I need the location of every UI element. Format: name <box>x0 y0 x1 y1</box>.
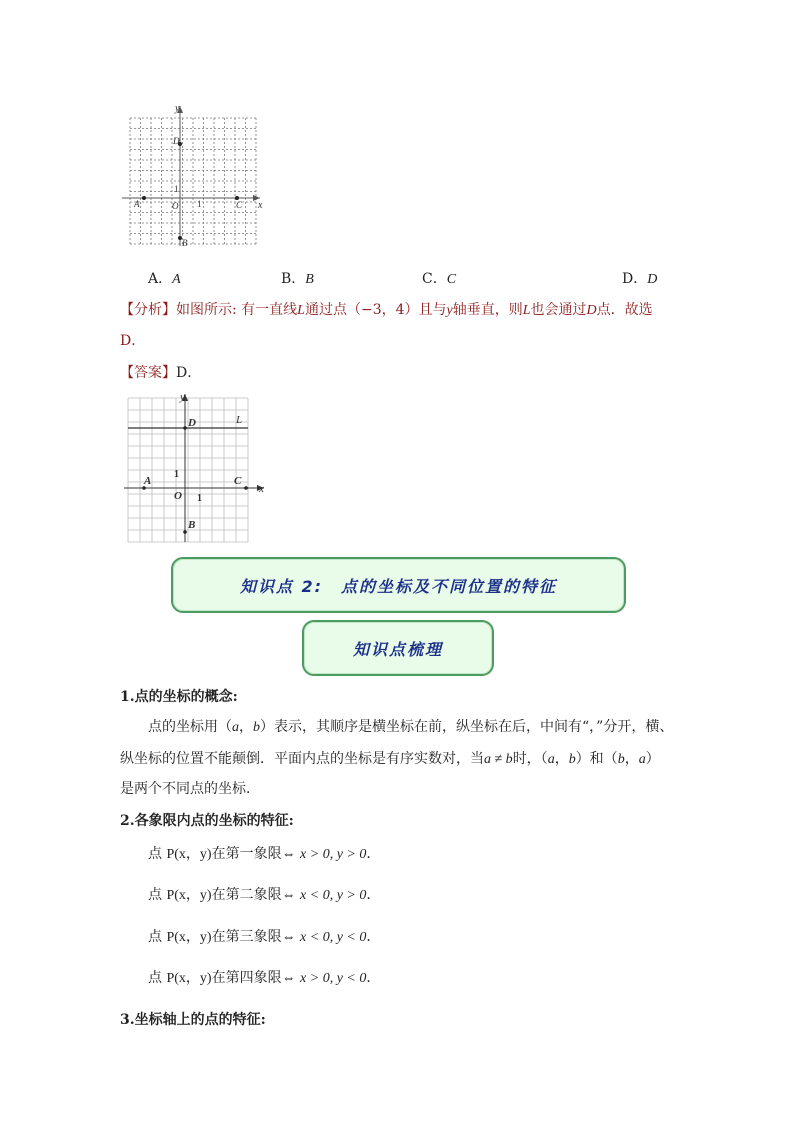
q4-mid: 在第四象限 <box>211 970 282 986</box>
figure-1-point-d-label: D <box>173 136 180 146</box>
s1-text-c: ）表示，其顺序是横坐标在前，纵坐标在后，中间有“，”分开，横、 <box>260 719 674 735</box>
q4-iff: ⇔ <box>281 971 296 986</box>
choice-b-value: B <box>305 272 314 287</box>
figure-2-point-c-label: C <box>234 475 242 487</box>
q1-pre: 点 <box>148 846 167 862</box>
section-1-para-line-1 <box>148 718 673 737</box>
analysis-text-line2: D． <box>120 333 146 349</box>
section-1-heading: 1.点的坐标的概念: <box>120 689 238 705</box>
q2-cond: x < 0, y > 0 <box>300 888 367 903</box>
figure-2-y-label: y <box>180 391 185 403</box>
analysis-var-d: D <box>586 303 597 318</box>
answer-text: D． <box>176 365 202 381</box>
analysis-line-2 <box>120 332 145 350</box>
figure-2-one-x: 1 <box>197 493 202 504</box>
s1-text-h: ， <box>624 751 639 767</box>
figure-2-line-l-label: L <box>236 414 243 426</box>
analysis-var-l2: L <box>522 303 531 318</box>
figure-2-origin-label: O <box>174 490 182 502</box>
q1-end: ． <box>366 846 381 862</box>
s1-var-b: b <box>253 720 260 735</box>
q1-mid: 在第一象限 <box>211 846 282 862</box>
figure-2-point-b-label: B <box>188 519 196 531</box>
answer-tag: 【答案】 <box>120 365 176 381</box>
figure-1-one-x: 1 <box>197 199 202 209</box>
figure-1-origin-label: O <box>172 201 179 211</box>
q2-pre: 点 <box>148 887 167 903</box>
knowledge-point-banner <box>171 557 626 613</box>
choice-c-key: C． <box>422 271 447 287</box>
s1-text-a: 点的坐标用（ <box>148 719 232 735</box>
figure-1-one-y: 1 <box>174 184 179 194</box>
section-1-para-line-3: 是两个不同点的坐标． <box>120 781 260 797</box>
figure-2-coordinate-grid <box>120 388 270 544</box>
figure-1-point-c-label: C <box>236 200 243 210</box>
choice-d-key: D． <box>622 271 648 287</box>
q1-point: P(x，y) <box>166 847 212 862</box>
s1-var-b3: b <box>617 752 625 767</box>
q3-point: P(x，y) <box>166 930 212 945</box>
analysis-var-y: y <box>446 303 453 318</box>
quadrant-row-2 <box>148 886 380 905</box>
q3-iff: ⇔ <box>281 930 296 945</box>
s1-var-a3: a <box>638 752 646 767</box>
q3-pre: 点 <box>148 929 167 945</box>
q4-point: P(x，y) <box>166 971 212 986</box>
quadrant-row-3 <box>148 928 380 947</box>
figure-2-point-b <box>183 530 187 534</box>
section-3-heading: 3.坐标轴上的点的特征: <box>120 1012 266 1028</box>
q3-mid: 在第三象限 <box>211 929 282 945</box>
q4-cond: x > 0, y < 0 <box>300 971 367 986</box>
analysis-text-d: 也会通过 <box>530 302 587 318</box>
s1-text-g: ）和（ <box>575 751 618 767</box>
figure-1-point-b-label: B <box>182 238 188 248</box>
choice-a-key: A． <box>148 271 173 287</box>
s1-text-b: ， <box>239 719 253 735</box>
analysis-var-l: L <box>297 303 305 318</box>
q3-cond: x < 0, y < 0 <box>300 930 367 945</box>
choice-b[interactable] <box>281 270 314 289</box>
choice-a[interactable] <box>148 270 181 289</box>
s1-text-e: 时，（ <box>512 751 548 767</box>
figure-2-point-d-label: D <box>188 417 196 429</box>
q2-point: P(x，y) <box>166 888 212 903</box>
q2-iff: ⇔ <box>281 888 296 903</box>
quadrant-row-4 <box>148 969 380 988</box>
q1-iff: ⇔ <box>281 847 296 862</box>
figure-1-point-a <box>142 196 146 200</box>
choice-b-key: B． <box>281 271 306 287</box>
q1-cond: x > 0, y > 0 <box>300 847 367 862</box>
choice-a-value: A <box>172 272 181 287</box>
section-1-para-line-2 <box>120 750 660 769</box>
knowledge-point-title: 知识点 2: 点的坐标及不同位置的特征 <box>239 576 558 596</box>
figure-2-one-y: 1 <box>174 469 179 480</box>
choice-c-value: C <box>446 272 457 287</box>
analysis-text-e: 点．故选 <box>596 302 653 318</box>
section-2-heading: 2.各象限内点的坐标的特征: <box>120 813 294 829</box>
s1-var-a: a <box>232 720 239 735</box>
s1-math-neq: a ≠ b <box>484 752 513 767</box>
figure-1-x-label: x <box>258 200 263 211</box>
knowledge-summary-title: 知识点梳理 <box>352 639 443 659</box>
figure-1-y-label: y <box>175 103 180 114</box>
analysis-text-a: 如图所示: 有一直线 <box>176 302 298 318</box>
analysis-text-b: 通过点（−3，4）且与 <box>304 302 447 318</box>
figure-2-point-a-label: A <box>144 475 152 487</box>
q4-pre: 点 <box>148 970 167 986</box>
figure-2-point-c <box>244 486 248 490</box>
choice-c[interactable] <box>422 270 456 289</box>
analysis-tag: 【分析】 <box>120 302 176 318</box>
figure-2-point-d <box>183 426 187 430</box>
choice-d[interactable] <box>622 270 657 289</box>
s1-var-b2: b <box>568 752 576 767</box>
s1-text-d: 纵坐标的位置不能颠倒．平面内点的坐标是有序实数对，当 <box>120 751 484 767</box>
analysis-text-c: 轴垂直，则 <box>452 302 523 318</box>
q4-end: ． <box>366 970 381 986</box>
quadrant-row-1 <box>148 845 380 864</box>
answer-line <box>120 364 201 382</box>
analysis-line-1 <box>120 301 653 320</box>
choice-d-value: D <box>647 272 658 287</box>
q3-end: ． <box>366 929 381 945</box>
knowledge-summary-banner <box>302 620 494 676</box>
s1-text-i: ） <box>645 751 660 767</box>
figure-1-coordinate-grid <box>118 100 268 250</box>
s1-text-f: ， <box>554 751 569 767</box>
figure-1-point-a-label: A <box>134 199 140 209</box>
q2-mid: 在第二象限 <box>211 887 282 903</box>
figure-1-grid-lines <box>130 118 256 244</box>
figure-2-x-label: x <box>259 483 264 495</box>
s1-var-a2: a <box>547 752 555 767</box>
q2-end: ． <box>366 887 381 903</box>
